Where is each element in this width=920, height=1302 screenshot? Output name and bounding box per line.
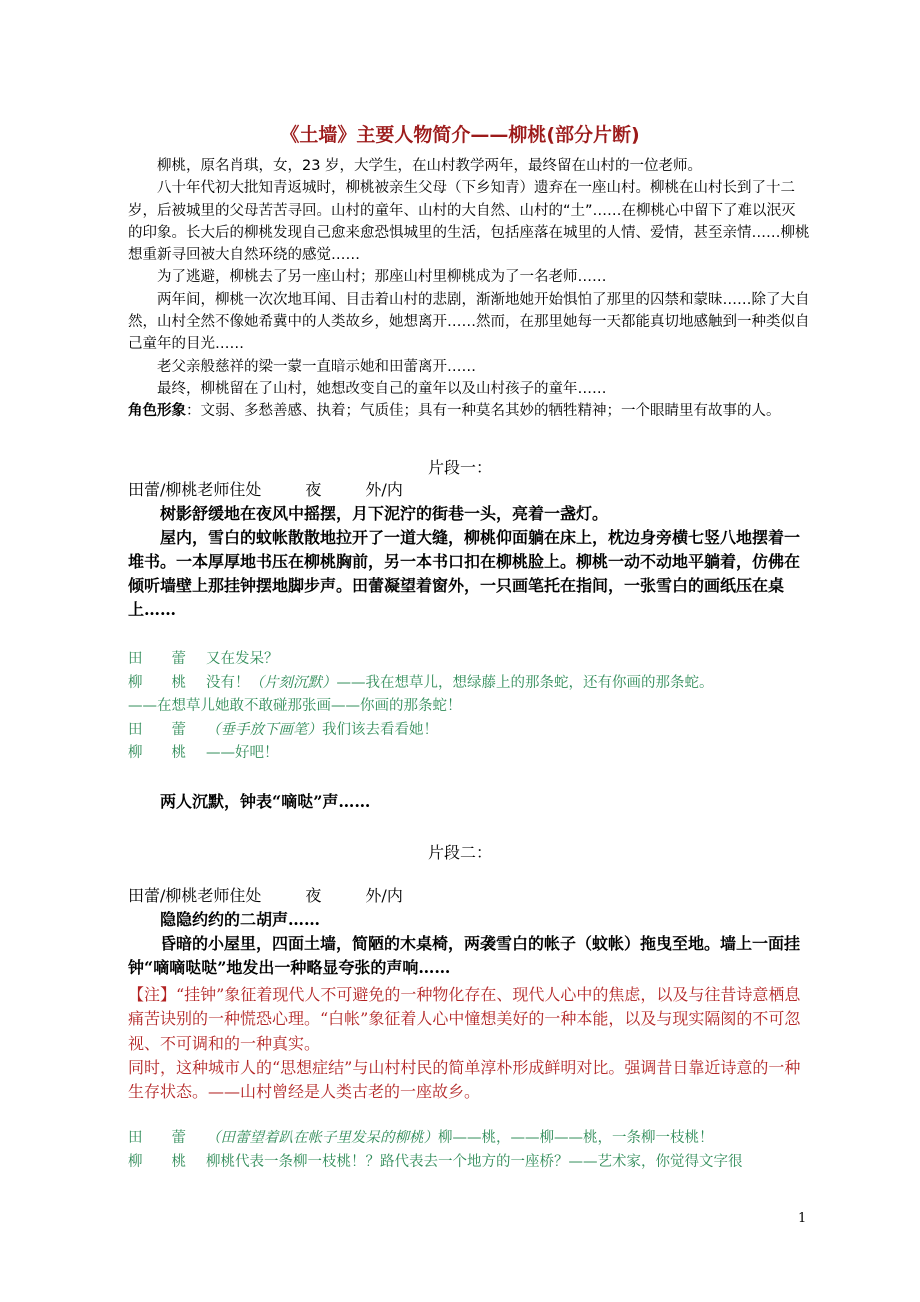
line-text: 我们该去看看她！ [322,721,438,738]
intro-paragraph: 两年间，柳桃一次次地耳闻、目击着山村的悲剧，渐渐地她开始惧怕了那里的囚禁和蒙昧……除了大自然，山村全然不像她希冀中的人类故乡，她想离开……然而，在那里她每一天都能真切地感触到一种类似自己童年的目光…… [128,291,810,353]
note-paragraph: 同时，这种城市人的“思想症结”与山村村民的简单淳朴形成鲜明对比。强调昔日靠近诗意的一种生存状态。——山村曾经是人类古老的一座故乡。 [128,1057,801,1102]
scene-header [128,884,812,908]
intro-paragraph: 柳桃，原名肖琪，女，23 岁，大学生，在山村教学两年，最终留在山村的一位老师。 [157,158,703,174]
line-text: 没有！ [206,674,250,691]
fragment2-scene [128,884,812,980]
line-text: 又在发呆？ [206,651,279,667]
scene-paragraph: 树影舒缓地在夜风中摇摆，月下泥泞的街巷一头，亮着一盏灯。 [160,504,609,523]
speaker: 柳 桃 [128,1153,186,1170]
scene-paragraph: 两人沉默，钟表“嘀哒”声…… [160,792,371,811]
fragment1-scene [128,478,812,622]
speaker: 柳 桃 [128,674,186,691]
role-description [128,400,810,422]
dialogue-line: ——在想草儿她敢不敢碰那张画——你画的那条蛇！ [128,698,462,714]
scene-paragraph: 屋内，雪白的蚊帐散散地拉开了一道大缝，柳桃仰面躺在床上，枕边身旁横七竖八地摆着一堆书。一本厚厚地书压在柳桃胸前，另一本书口扣在柳桃脸上。柳桃一动不动地平躺着，仿佛在倾听墙壁上那挂钟摆地脚步声。田蕾凝望着窗外，一只画笔托在指间，一张雪白的画纸压在桌上…… [128,528,801,619]
scene-paragraph: 昏暗的小屋里，四面土墙，简陋的木桌椅，两袭雪白的帐子（蚊帐）拖曳至地。墙上一面挂钟“嘀嘀哒哒”地发出一种略显夸张的声响…… [128,934,801,977]
scene-header [128,478,812,502]
dialogue-line [128,719,818,743]
fragment-heading: 片段一： [427,458,492,477]
scene-location: 外/内 [365,886,403,905]
line-text: ——好吧！ [206,745,279,761]
scene-location: 外/内 [365,480,403,499]
scene-paragraph: 隐隐约约的二胡声…… [160,910,321,929]
scene-place: 田蕾/柳桃老师住处 [128,480,262,499]
dialogue-line [128,1127,818,1151]
line-text: ——我在想草儿，想绿藤上的那条蛇，还有你画的那条蛇。 [336,674,714,691]
dialogue-line [128,1151,818,1175]
document-title: 《土墙》主要人物简介——柳桃(部分片断) [280,124,640,146]
intro-paragraph: 最终，柳桃留在了山村，她想改变自己的童年以及山村孩子的童年…… [157,380,607,397]
fragment-heading: 片段二： [427,843,492,862]
stage-direction: （片刻沉默） [249,674,337,691]
line-text: 柳桃代表一条柳一枝桃！？路代表去一个地方的一座桥？——艺术家，你觉得文字很 [206,1153,743,1170]
note-paragraph: 【注】“挂钟”象征着现代人不可避免的一种物化存在、现代人心中的焦虑，以及与往昔诗意栖息痛苦诀别的一种慌恐心理。“白帐”象征着人心中憧想美好的一种本能，以及与现实隔阂的不可忽视、不可调和的一种真实。 [128,985,801,1053]
stage-direction: （田蕾望着趴在帐子里发呆的柳桃） [206,1130,438,1146]
fragment1-closing [128,790,812,814]
dialogue-line [128,672,818,696]
stage-direction: （垂手放下画笔） [206,721,322,738]
speaker: 田 蕾 [128,1130,186,1146]
speaker: 田 蕾 [128,721,186,738]
page-number: 1 [798,1211,807,1226]
intro-paragraph: 为了逃避，柳桃去了另一座山村；那座山村里柳桃成为了一名老师…… [157,269,607,286]
speaker: 柳 桃 [128,745,186,761]
scene-time: 夜 [305,480,322,499]
fragment1-dialogue [128,648,818,766]
role-text: ：文弱、多愁善感、执着；气质佳；具有一种莫名其妙的牺牲精神；一个眼睛里有故事的人。 [186,403,781,420]
dialogue-line [128,648,818,672]
speaker: 田 蕾 [128,651,186,667]
scene-time: 夜 [305,886,322,905]
intro-paragraph: 八十年代初大批知青返城时，柳桃被亲生父母（下乡知青）遗弃在一座山村。柳桃在山村长到了十二岁，后被城里的父母苦苦寻回。山村的童年、山村的大自然、山村的“土”……在柳桃心中留下了难以泯灭的印象。长大后的柳桃发现自己愈来愈恐惧城里的生活，包括座落在城里的人情、爱情，甚至亲情……柳桃想重新寻回被大自然环绕的感觉…… [128,180,810,264]
character-intro [128,155,810,423]
scene-place: 田蕾/柳桃老师住处 [128,886,262,905]
fragment2-dialogue [128,1127,818,1174]
dialogue-line [128,742,818,766]
intro-paragraph: 老父亲般慈祥的梁一蒙一直暗示她和田蕾离开…… [157,358,476,375]
role-label: 角色形象 [128,403,186,420]
line-text: 柳——桃，——柳——桃，一条柳一枝桃！ [438,1130,714,1146]
director-note [128,983,812,1104]
